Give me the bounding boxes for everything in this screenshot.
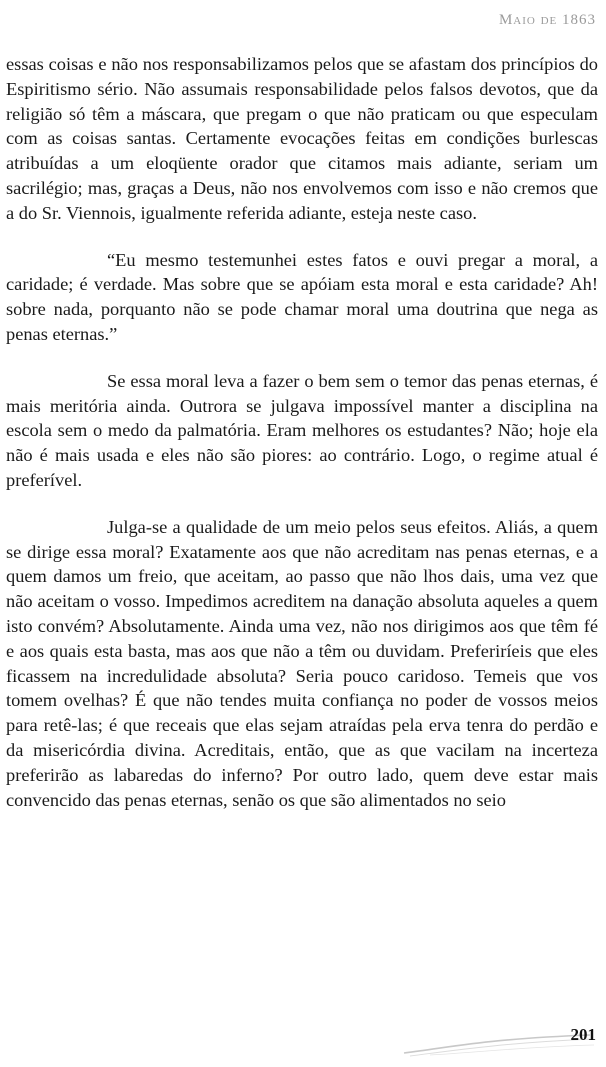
swoosh-ornament-icon: [400, 1029, 596, 1059]
paragraph-4: Julga-se a qualidade de um meio pelos seus efeitos. Aliás, a quem se dirige essa moral? Exatamente aos que não acreditam nas penas eternas, e a quem damos um freio, que aceitam, ao passo que não lhos dais, uma vez que não aceitam o vosso. Impedimos acreditem na danação absoluta aqueles a quem isto convém? Absolutamente. Ainda uma vez, não nos dirigimos aos que têm fé e aos quais esta basta, mas aos que não a têm ou duvidam. Preferiríeis que eles ficassem na incredulidade absoluta? Seria pouco caridoso. Temeis que vos tomem ovelhas? É que não tendes muita confiança no poder de vossos meios para retê-las; é que receais que elas sejam atraídas pela erva tenra do perdão e da misericórdia divina. Acreditais, então, que as que vacilam na incerteza preferirão as labaredas do inferno? Por outro lado, quem deve estar mais convencido das penas eternas, senão os que são alimentados no seio: [6, 516, 598, 810]
running-head: Maio de 1863: [498, 12, 596, 28]
page-footer: [0, 1017, 606, 1067]
page-number: 201: [570, 1025, 596, 1044]
paragraph-3: Se essa moral leva a fazer o bem sem o temor das penas eternas, é mais meritória ainda. Outrora se julgava impossível manter a disciplina na escola sem o medo da palmatória. Eram melhores os estudantes? Não; hoje ela não é mais usada e eles não são piores: ao contrário. Logo, o regime atual é preferível.: [6, 370, 598, 490]
paragraph-2-quote: “Eu mesmo testemunhei estes fatos e ouvi pregar a moral, a caridade; é verdade. Mas sobre que se apóiam esta moral e esta caridade? Ah! sobre nada, porquanto não se pode chamar moral uma doutrina que nega as penas eternas.”: [6, 249, 598, 344]
paragraph-1: essas coisas e não nos responsabilizamos pelos que se afastam dos princípios do Espiritismo sério. Não assumais responsabilidade pelos falsos devotos, que da religião só têm a máscara, que pregam o que não praticam ou que especulam com as coisas santas. Certamente evocações feitas em condições burlescas atribuídas a um eloqüente orador que citamos mais adiante, seriam um sacrilégio; mas, graças a Deus, não nos envolvemos com isso e não cremos que a do Sr. Viennois, igualmente referida adiante, esteja neste caso.: [6, 54, 598, 223]
body-text: [6, 52, 598, 834]
